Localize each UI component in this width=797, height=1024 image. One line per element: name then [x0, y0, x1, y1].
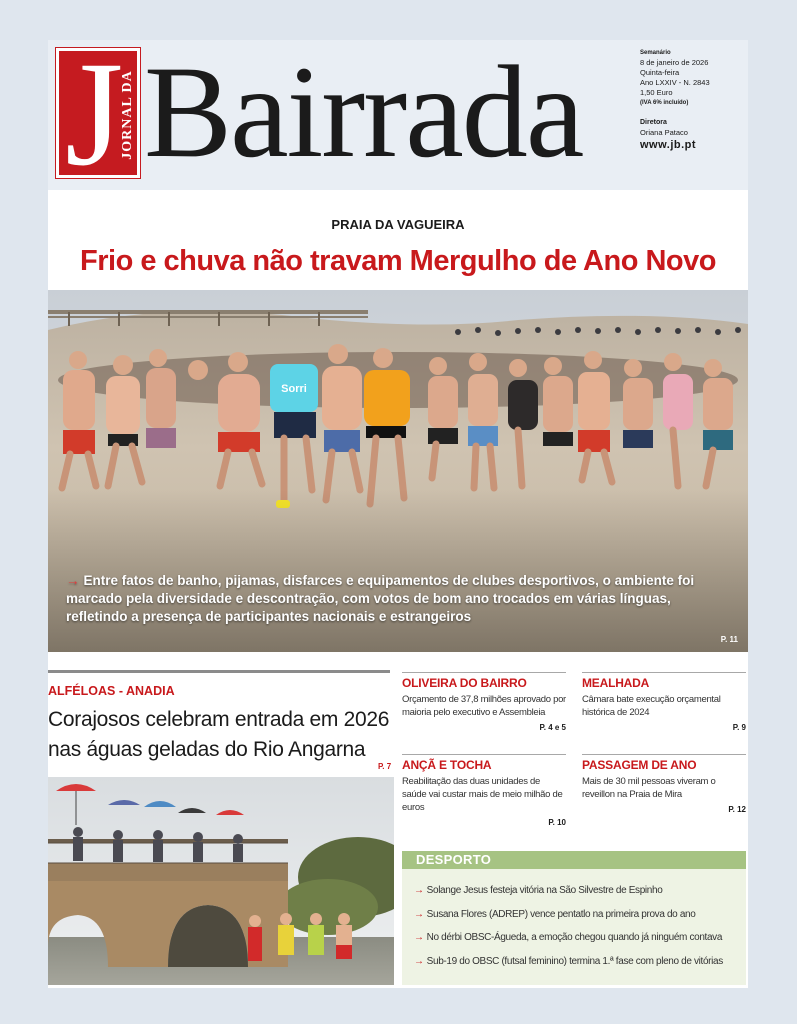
desporto-list — [402, 869, 746, 973]
brief-mealhada[interactable] — [582, 672, 746, 732]
brief-page-ref: P. 12 — [728, 805, 746, 814]
edition-date: 8 de janeiro de 2026 — [640, 58, 709, 67]
logo-side-text: JORNAL DA — [120, 70, 135, 160]
edition-type: Semanário — [640, 50, 671, 56]
lead-caption-text: Entre fatos de banho, pijamas, disfarces e equipamentos de clubes desportivos, o ambiente foi marcado pela diversidade e descontração, com votos de bom ano trocados em várias línguas, refletindo a presença de participantes nacionais e estrangeiros — [66, 573, 695, 624]
brief-text: Reabilitação das duas unidades de saúde vai custar mais de meio milhão de euros — [402, 776, 563, 813]
brief-text: Câmara bate execução orçamental histórica de 2024 — [582, 694, 721, 718]
arrow-icon: → — [414, 885, 424, 896]
arrow-icon: → — [414, 908, 424, 920]
brief-page-ref: P. 9 — [732, 723, 746, 732]
bridge-photo — [48, 777, 394, 985]
brief-text: Mais de 30 mil pessoas viveram o reveillon na Praia de Mira — [582, 776, 716, 800]
masthead — [48, 40, 748, 197]
desporto-box — [402, 851, 746, 985]
brief-oliveira-do-bairro[interactable] — [402, 672, 566, 732]
lead-headline[interactable]: Frio e chuva não travam Mergulho de Ano Novo — [80, 245, 716, 277]
brief-title: PASSAGEM DE ANO — [582, 758, 697, 772]
front-page — [48, 40, 748, 988]
lead-caption — [66, 572, 706, 626]
edition-vat: (IVA 6% incluído) — [640, 100, 689, 106]
story-rule — [48, 670, 390, 673]
desporto-item[interactable]: → No dérbi OBSC-Águeda, a emoção chegou quando já ninguém contava — [414, 932, 723, 943]
brief-anca-e-tocha[interactable] — [402, 754, 566, 827]
lead-page-ref[interactable]: P. 11 — [720, 635, 738, 644]
lead-photo[interactable] — [48, 290, 748, 652]
edition-weekday: Quinta-feira — [640, 68, 680, 77]
edition-info — [640, 48, 746, 150]
brief-page-ref: P. 4 e 5 — [539, 723, 566, 732]
logo-letter: J — [65, 40, 124, 197]
story-page-ref[interactable]: P. 7 — [378, 762, 392, 771]
desporto-title: DESPORTO — [402, 851, 746, 869]
brief-title: MEALHADA — [582, 676, 650, 690]
desporto-item[interactable]: → Solange Jesus festeja vitória na São Silvestre de Espinho — [414, 885, 663, 896]
arrow-icon: → — [414, 932, 424, 943]
brief-text: Orçamento de 37,8 milhões aprovado por maioria pelo executivo e Assembleia — [402, 694, 566, 718]
logo[interactable] — [56, 40, 140, 197]
website-link[interactable]: www.jb.pt — [640, 139, 697, 151]
brief-title: ANÇÃ E TOCHA — [402, 758, 492, 772]
story-title[interactable]: Corajosos celebram entrada em 2026 nas águas geladas do Rio Angarna — [48, 708, 390, 761]
edition-price: 1,50 Euro — [640, 88, 673, 97]
desporto-item[interactable]: → Sub-19 do OBSC (futsal feminino) termina 1.ª fase com pleno de vitórias — [414, 955, 723, 967]
newspaper-title: Bairrada — [144, 40, 583, 185]
edition-issue: Ano LXXIV - N. 2843 — [640, 78, 710, 87]
director-label: Diretora — [640, 119, 667, 126]
desporto-item[interactable]: → Susana Flores (ADREP) vence pentatlo na primeira prova do ano — [414, 908, 696, 920]
story-kicker: ALFÉLOAS - ANADIA — [48, 684, 175, 698]
arrow-icon: → — [414, 955, 424, 967]
caption-arrow-icon: → — [66, 573, 80, 588]
brief-title: OLIVEIRA DO BAIRRO — [402, 676, 527, 690]
lead-kicker: PRAIA DA VAGUEIRA — [331, 217, 465, 232]
brief-page-ref: P. 10 — [548, 818, 566, 827]
director-name: Oriana Pataco — [640, 128, 688, 137]
river-photo[interactable] — [48, 777, 394, 985]
brief-passagem-de-ano[interactable] — [582, 754, 746, 814]
